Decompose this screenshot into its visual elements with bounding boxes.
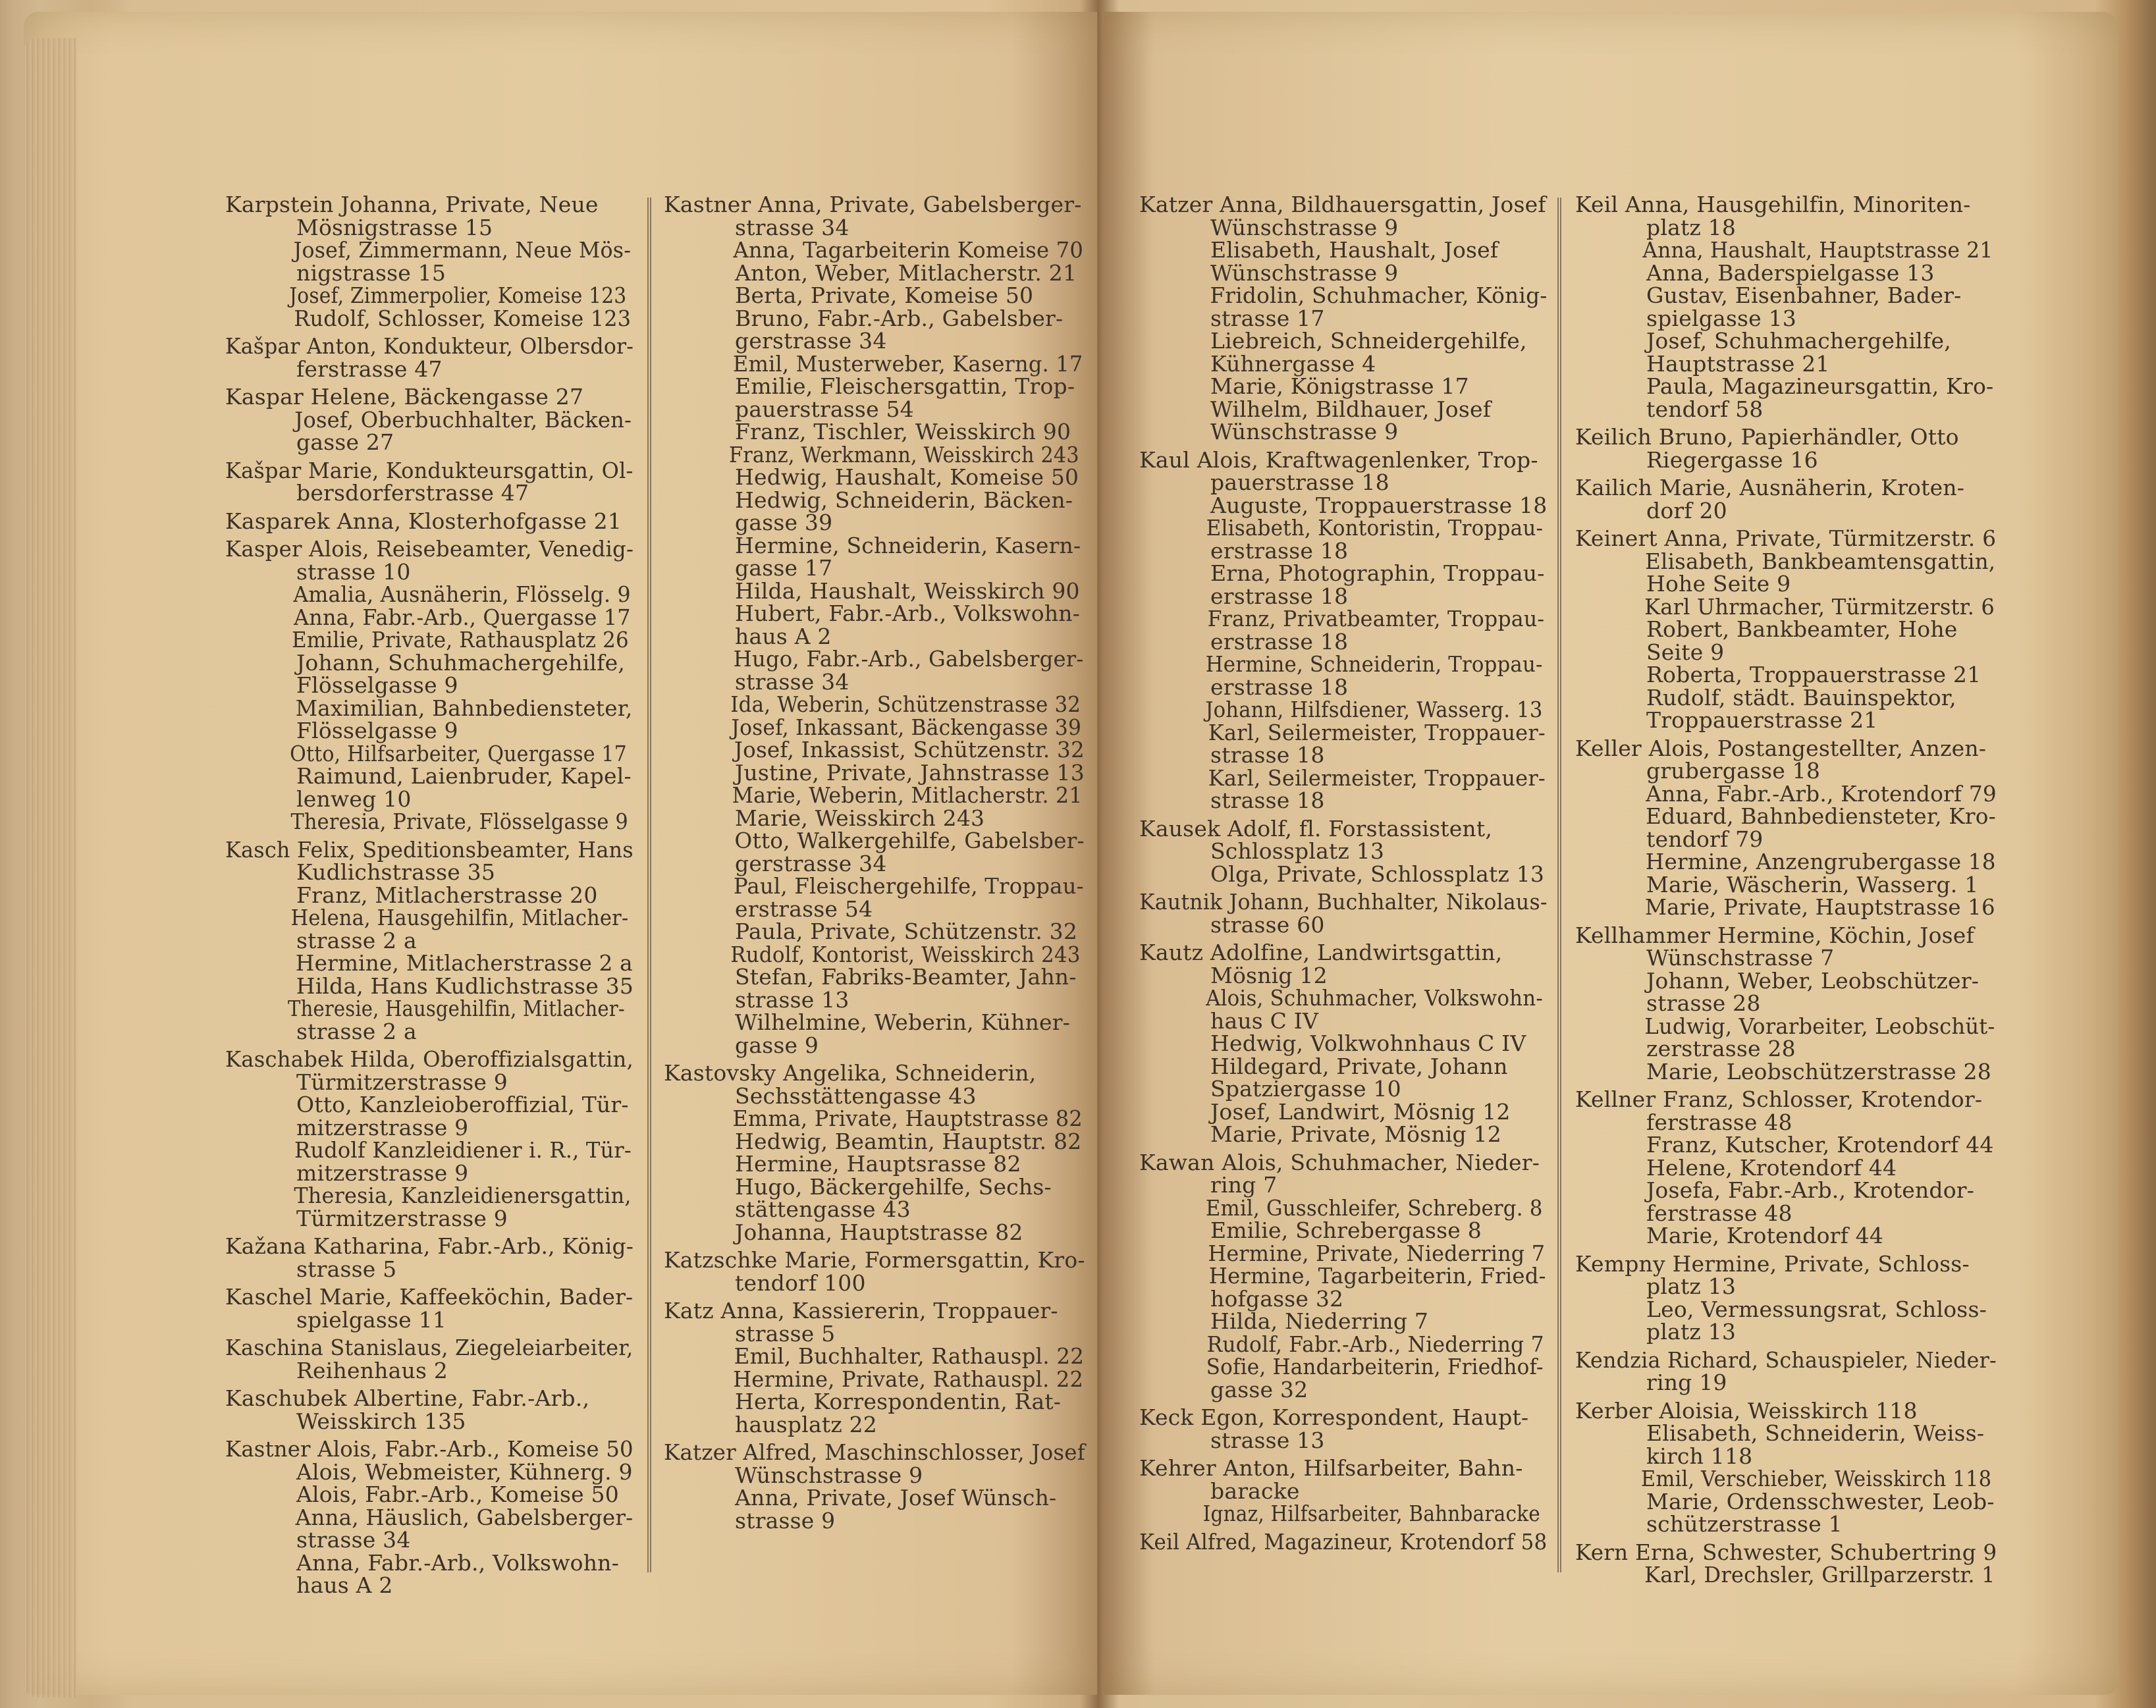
directory-entry-name: Kasper Alois, Reisebeamter, Venedig-: [225, 536, 634, 562]
directory-entry-continuation: Sechsstättengasse 43: [735, 1082, 977, 1109]
directory-entry-continuation: Anna, Baderspielgasse 13: [1646, 259, 1935, 286]
directory-entry-continuation: strasse 28: [1646, 990, 1761, 1016]
directory-entry-continuation: Hugo, Fabr.-Arb., Gabelsberger-: [733, 646, 1084, 672]
directory-entry-continuation: strasse 34: [735, 214, 849, 240]
directory-entry-continuation: Karl, Seilermeister, Troppauer-: [1208, 719, 1546, 745]
directory-entry-continuation: Anna, Haushalt, Hauptstrasse 21: [1642, 237, 1993, 263]
directory-entry-name: Kern Erna, Schwester, Schubertring 9: [1575, 1539, 1997, 1565]
directory-entry-name: Kawan Alois, Schuhmacher, Nieder-: [1139, 1149, 1540, 1175]
column-divider: [1557, 198, 1561, 1572]
directory-entry-continuation: tendorf 58: [1646, 396, 1764, 422]
directory-entry-continuation: Marie, Private, Hauptstrasse 16: [1644, 894, 1995, 920]
directory-entry-continuation: Franz, Kutscher, Krotendorf 44: [1646, 1132, 1994, 1158]
directory-entry-continuation: strasse 18: [1210, 787, 1325, 813]
directory-entry-continuation: Justine, Private, Jahnstrasse 13: [735, 759, 1085, 786]
directory-entry-continuation: Ignaz, Hilfsarbeiter, Bahnbaracke: [1202, 1501, 1540, 1526]
directory-entry-continuation: Franz, Mitlacherstrasse 20: [296, 882, 598, 908]
directory-entry-name: Kažana Katharina, Fabr.-Arb., König-: [225, 1233, 634, 1259]
directory-entry-continuation: Karl Uhrmacher, Türmitzerstr. 6: [1644, 593, 1995, 620]
directory-column-4: [1575, 194, 1997, 1587]
directory-entry-continuation: Wünschstrasse 9: [1210, 259, 1399, 286]
directory-entry-continuation: Alois, Fabr.-Arb., Komeise 50: [296, 1481, 619, 1507]
directory-entry-continuation: Paul, Fleischergehilfe, Troppau-: [733, 873, 1084, 899]
directory-entry-continuation: Josef, Oberbuchhalter, Bäcken-: [294, 406, 632, 433]
directory-entry-continuation: Wünschstrasse 9: [1210, 419, 1399, 444]
directory-entry-name: Keller Alois, Postangestellter, Anzen-: [1575, 735, 1987, 761]
directory-entry-continuation: Anton, Weber, Mitlacherstr. 21: [735, 259, 1077, 286]
directory-entry-continuation: Bruno, Fabr.-Arb., Gabelsber-: [735, 305, 1064, 331]
directory-entry-continuation: haus C IV: [1210, 1007, 1319, 1034]
directory-entry-name: Keck Egon, Korrespondent, Haupt-: [1139, 1404, 1529, 1430]
directory-entry-name: Kaschel Marie, Kaffeeköchin, Bader-: [225, 1284, 633, 1310]
directory-entry-continuation: Elisabeth, Haushalt, Josef: [1210, 237, 1499, 263]
directory-entry-continuation: Marie, Weberin, Mitlacherstr. 21: [732, 782, 1083, 808]
directory-entry-continuation: strasse 17: [1210, 305, 1325, 331]
directory-entry-continuation: Wilhelm, Bildhauer, Josef: [1210, 396, 1492, 422]
directory-entry-name: Keil Anna, Hausgehilfin, Minoriten-: [1575, 192, 1971, 217]
directory-entry-continuation: Josefa, Fabr.-Arb., Krotendor-: [1646, 1177, 1975, 1203]
directory-entry-continuation: grubergasse 18: [1646, 758, 1821, 784]
directory-entry-continuation: gasse 27: [296, 429, 394, 455]
directory-entry-continuation: Hermine, Anzengrubergasse 18: [1645, 849, 1996, 874]
directory-entry-continuation: Anna, Tagarbeiterin Komeise 70: [733, 237, 1084, 263]
directory-entry-continuation: Franz, Privatbeamter, Troppau-: [1207, 606, 1545, 631]
directory-entry-continuation: Josef, Inkassist, Schützenstr. 32: [734, 737, 1085, 762]
directory-entry-continuation: strasse 10: [296, 558, 411, 585]
directory-entry-continuation: strasse 2 a: [296, 927, 417, 953]
directory-entry-continuation: Hilda, Niederring 7: [1210, 1308, 1429, 1334]
directory-entry-continuation: Marie, Private, Mösnig 12: [1210, 1121, 1501, 1147]
directory-entry-continuation: Johann, Hilfsdiener, Wasserg. 13: [1205, 697, 1543, 722]
directory-entry-continuation: pauerstrasse 54: [735, 396, 914, 422]
directory-entry-continuation: Franz, Tischler, Weisskirch 90: [735, 419, 1071, 444]
directory-entry-name: Kendzia Richard, Schauspieler, Nieder-: [1575, 1347, 1997, 1373]
directory-entry-continuation: Hilda, Hans Kudlichstrasse 35: [296, 973, 634, 999]
directory-entry-continuation: Theresia, Private, Flösselgasse 9: [290, 809, 628, 834]
directory-entry-continuation: Robert, Bankbeamter, Hohe: [1646, 616, 1958, 642]
directory-entry-continuation: haus A 2: [735, 623, 832, 649]
directory-entry-continuation: Türmitzerstrasse 9: [296, 1069, 508, 1095]
directory-entry-continuation: Theresia, Kanzleidienersgattin,: [294, 1183, 632, 1208]
directory-entry-name: Keil Alfred, Magazineur, Krotendorf 58: [1139, 1528, 1548, 1555]
directory-entry-continuation: Olga, Private, Schlossplatz 13: [1210, 861, 1545, 887]
directory-entry-continuation: stättengasse 43: [735, 1196, 911, 1222]
directory-entry-continuation: Hedwig, Volkwohnhaus C IV: [1210, 1030, 1526, 1056]
directory-entry-name: Kausek Adolf, fl. Forstassistent,: [1139, 815, 1493, 841]
directory-entry-continuation: Eduard, Bahnbediensteter, Kro-: [1646, 803, 1996, 829]
directory-entry-continuation: Hubert, Fabr.-Arb., Volkswohn-: [735, 600, 1081, 626]
directory-entry-continuation: gasse 39: [735, 510, 833, 535]
directory-entry-continuation: Hedwig, Haushalt, Komeise 50: [735, 464, 1079, 490]
directory-entry-continuation: Karl, Seilermeister, Troppauer-: [1208, 764, 1546, 791]
directory-entry-continuation: Helena, Hausgehilfin, Mitlacher-: [290, 905, 629, 930]
directory-entry-continuation: Marie, Weisskirch 243: [735, 805, 985, 831]
directory-entry-continuation: Josef, Inkassant, Bäckengasse 39: [731, 714, 1082, 740]
directory-entry-continuation: Emilie, Private, Rathausplatz 26: [292, 627, 629, 653]
directory-entry-continuation: Mösnigstrasse 15: [296, 214, 493, 240]
directory-entry-continuation: Hildegard, Private, Johann: [1210, 1053, 1508, 1079]
directory-entry-continuation: Rudolf, Schlosser, Komeise 123: [294, 305, 632, 331]
directory-entry-name: Kaul Alois, Kraftwagenlenker, Trop-: [1139, 446, 1538, 473]
directory-entry-continuation: Anna, Private, Josef Wünsch-: [735, 1485, 1057, 1510]
directory-entry-continuation: bersdorferstrasse 47: [296, 480, 529, 506]
directory-entry-continuation: Gustav, Eisenbahner, Bader-: [1646, 282, 1962, 308]
directory-entry-continuation: Hedwig, Beamtin, Hauptstr. 82: [735, 1128, 1082, 1154]
directory-entry-continuation: Marie, Königstrasse 17: [1210, 373, 1469, 399]
directory-entry-name: Karpstein Johanna, Private, Neue: [225, 192, 599, 217]
directory-entry-continuation: erstrasse 18: [1210, 628, 1349, 654]
directory-entry-continuation: tendorf 79: [1646, 826, 1764, 852]
directory-entry-continuation: Hauptstrasse 21: [1646, 350, 1830, 377]
directory-entry-continuation: Kühnergasse 4: [1210, 350, 1376, 377]
directory-entry-continuation: strasse 13: [1210, 1427, 1325, 1453]
directory-entry-continuation: baracke: [1210, 1478, 1300, 1504]
directory-entry-continuation: Rudolf, Fabr.-Arb., Niederring 7: [1206, 1331, 1544, 1357]
directory-entry-continuation: Weisskirch 135: [296, 1408, 466, 1434]
directory-entry-continuation: Anna, Fabr.-Arb., Quergasse 17: [294, 604, 631, 630]
directory-entry-continuation: hofgasse 32: [1210, 1285, 1344, 1312]
directory-entry-continuation: Josef, Zimmerpolier, Komeise 123: [289, 282, 627, 308]
directory-entry-continuation: Elisabeth, Schneiderin, Weiss-: [1646, 1420, 1985, 1446]
directory-entry-continuation: Türmitzerstrasse 9: [296, 1205, 508, 1231]
directory-entry-continuation: lenweg 10: [296, 786, 412, 812]
directory-entry-continuation: erstrasse 18: [1210, 537, 1349, 564]
directory-entry-continuation: pauerstrasse 18: [1210, 469, 1389, 495]
directory-entry-name: Kasch Felix, Speditionsbeamter, Hans: [225, 836, 633, 863]
directory-entry-continuation: Emil, Verschieber, Weisskirch 118: [1640, 1466, 1992, 1491]
directory-entry-name: Kerber Aloisia, Weisskirch 118: [1575, 1397, 1918, 1424]
directory-entry-continuation: Anna, Fabr.-Arb., Krotendorf 79: [1646, 780, 1997, 807]
directory-entry-continuation: strasse 13: [735, 986, 849, 1013]
directory-entry-continuation: erstrasse 18: [1210, 674, 1349, 700]
directory-entry-continuation: Auguste, Troppauerstrasse 18: [1210, 492, 1548, 518]
directory-entry-continuation: strasse 9: [735, 1507, 836, 1534]
directory-entry-continuation: Rudolf, Kontorist, Weisskirch 243: [730, 941, 1081, 967]
directory-entry-name: Katzer Alfred, Maschinschlosser, Josef: [664, 1439, 1085, 1465]
directory-entry-continuation: Spatziergasse 10: [1210, 1076, 1401, 1102]
directory-entry-continuation: Berta, Private, Komeise 50: [735, 282, 1034, 308]
directory-entry-continuation: mitzerstrasse 9: [296, 1160, 469, 1186]
directory-entry-name: Keinert Anna, Private, Türmitzerstr. 6: [1575, 525, 1997, 551]
directory-entry-continuation: Fridolin, Schuhmacher, König-: [1210, 282, 1548, 308]
directory-entry-continuation: ferstrasse 48: [1646, 1109, 1792, 1135]
directory-entry-name: Kasparek Anna, Klosterhofgasse 21: [225, 508, 622, 534]
directory-entry-continuation: Hermine, Hauptsrasse 82: [735, 1151, 1021, 1177]
directory-entry-continuation: strasse 34: [735, 668, 849, 695]
directory-entry-continuation: Roberta, Troppauerstrasse 21: [1646, 662, 1981, 687]
directory-entry-continuation: hausplatz 22: [735, 1411, 877, 1437]
directory-entry-name: Katz Anna, Kassiererin, Troppauer-: [664, 1298, 1058, 1323]
directory-entry-continuation: Anna, Fabr.-Arb., Volkswohn-: [296, 1549, 619, 1576]
directory-entry-continuation: Josef, Landwirt, Mösnig 12: [1210, 1098, 1511, 1125]
directory-entry-continuation: Maximilian, Bahnbediensteter,: [295, 695, 633, 721]
directory-entry-continuation: Erna, Photographin, Troppau-: [1210, 560, 1545, 586]
directory-entry-continuation: Emil, Buchhalter, Rathauspl. 22: [734, 1343, 1085, 1369]
directory-entry-continuation: Herta, Korrespondentin, Rat-: [735, 1389, 1062, 1414]
directory-entry-continuation: strasse 18: [1210, 742, 1325, 768]
directory-entry-continuation: tendorf 100: [735, 1269, 866, 1296]
directory-entry-continuation: Franz, Werkmann, Weisskirch 243: [729, 441, 1079, 467]
directory-entry-continuation: Marie, Wäscherin, Wasserg. 1: [1646, 871, 1979, 897]
directory-entry-continuation: strasse 5: [296, 1256, 397, 1282]
directory-entry-continuation: Emil, Musterweber, Kaserng. 17: [732, 350, 1083, 377]
directory-entry-continuation: Theresie, Hausgehilfin, Mitlacher-: [288, 996, 625, 1021]
directory-entry-continuation: Josef, Schuhmachergehilfe,: [1646, 328, 1951, 354]
directory-entry-continuation: Marie, Leobschützerstrasse 28: [1646, 1058, 1991, 1084]
directory-entry-name: Katzer Anna, Bildhauersgattin, Josef: [1139, 192, 1546, 217]
directory-entry-continuation: Hedwig, Schneiderin, Bäcken-: [735, 487, 1073, 513]
directory-entry-continuation: Otto, Walkergehilfe, Gabelsber-: [734, 828, 1085, 853]
directory-entry-continuation: Hugo, Bäckergehilfe, Sechs-: [735, 1173, 1052, 1200]
directory-entry-name: Kastovsky Angelika, Schneiderin,: [664, 1060, 1037, 1086]
directory-entry-name: Kehrer Anton, Hilfsarbeiter, Bahn-: [1139, 1455, 1523, 1481]
directory-entry-continuation: Stefan, Fabriks-Beamter, Jahn-: [735, 964, 1077, 990]
directory-entry-continuation: gerstrasse 34: [735, 328, 887, 354]
directory-entry-continuation: Otto, Hilfsarbeiter, Quergasse 17: [290, 740, 627, 766]
directory-entry-continuation: Ludwig, Vorarbeiter, Leobschüt-: [1644, 1013, 1995, 1039]
directory-entry-name: Keilich Bruno, Papierhändler, Otto: [1575, 424, 1959, 450]
directory-entry-continuation: Leo, Vermessungsrat, Schloss-: [1646, 1296, 1987, 1322]
directory-entry-name: Kaschubek Albertine, Fabr.-Arb.,: [225, 1385, 590, 1411]
directory-entry-continuation: Liebreich, Schneidergehilfe,: [1210, 328, 1527, 354]
directory-entry-continuation: Troppauerstrasse 21: [1646, 707, 1878, 733]
directory-entry-name: Kaschabek Hilda, Oberoffizialsgattin,: [225, 1046, 633, 1072]
directory-entry-continuation: strasse 2 a: [296, 1018, 417, 1044]
directory-entry-name: Kašpar Marie, Kondukteursgattin, Ol-: [225, 457, 633, 483]
directory-entry-continuation: gasse 17: [735, 555, 833, 581]
directory-entry-name: Kastner Alois, Fabr.-Arb., Komeise 50: [225, 1436, 633, 1462]
directory-entry-continuation: Hermine, Tagarbeiterin, Fried-: [1208, 1263, 1546, 1289]
directory-entry-continuation: ferstrasse 48: [1646, 1200, 1792, 1226]
directory-entry-continuation: Flösselgasse 9: [296, 718, 458, 743]
directory-entry-continuation: erstrasse 54: [735, 895, 873, 922]
directory-entry-continuation: Elisabeth, Kontoristin, Troppau-: [1206, 515, 1544, 541]
directory-entry-continuation: Rudolf Kanzleidiener i. R., Tür-: [294, 1137, 632, 1163]
directory-entry-continuation: erstrasse 18: [1210, 583, 1349, 609]
directory-entry-continuation: Flösselgasse 9: [296, 672, 458, 698]
directory-entry-name: Kellhammer Hermine, Köchin, Josef: [1575, 922, 1974, 948]
directory-entry-continuation: Mösnig 12: [1210, 962, 1328, 988]
directory-entry-continuation: Sofie, Handarbeiterin, Friedhof-: [1206, 1354, 1544, 1379]
directory-entry-continuation: Kudlichstrasse 35: [296, 859, 496, 885]
directory-entry-continuation: zerstrasse 28: [1646, 1036, 1796, 1061]
directory-entry-continuation: nigstrasse 15: [296, 259, 446, 286]
directory-entry-continuation: Helene, Krotendorf 44: [1646, 1154, 1897, 1181]
directory-entry-continuation: Josef, Zimmermann, Neue Mös-: [293, 237, 632, 263]
directory-entry-continuation: Amalia, Ausnäherin, Flösselg. 9: [293, 581, 631, 607]
directory-column-3: [1139, 194, 1548, 1553]
directory-entry-continuation: Emil, Gusschleifer, Schreberg. 8: [1205, 1194, 1543, 1221]
directory-entry-continuation: ring 7: [1210, 1172, 1278, 1198]
directory-entry-continuation: Hilda, Haushalt, Weisskirch 90: [735, 577, 1080, 604]
directory-entry-continuation: Marie, Ordensschwester, Leob-: [1646, 1488, 1995, 1514]
directory-entry-continuation: gasse 9: [735, 1032, 819, 1058]
directory-entry-continuation: platz 18: [1646, 214, 1737, 240]
directory-entry-continuation: Rudolf, städt. Bauinspektor,: [1646, 684, 1956, 710]
directory-entry-continuation: Elisabeth, Bankbeamtensgattin,: [1645, 548, 1996, 574]
directory-entry-continuation: Johanna, Hauptstrasse 82: [735, 1219, 1023, 1245]
directory-entry-name: Kaschina Stanislaus, Ziegeleiarbeiter,: [225, 1335, 633, 1360]
directory-entry-continuation: Johann, Weber, Leobschützer-: [1646, 967, 1980, 994]
directory-entry-continuation: Hermine, Private, Niederring 7: [1208, 1240, 1546, 1266]
directory-entry-continuation: Paula, Private, Schützenstr. 32: [735, 919, 1078, 944]
directory-entry-continuation: Johann, Schuhmachergehilfe,: [296, 649, 626, 676]
directory-entry-name: Kaspar Helene, Bäckengasse 27: [225, 384, 584, 410]
directory-entry-name: Kempny Hermine, Private, Schloss-: [1575, 1250, 1970, 1277]
directory-entry-continuation: haus A 2: [296, 1572, 393, 1598]
directory-entry-continuation: Hermine, Schneiderin, Kasern-: [735, 532, 1081, 558]
directory-entry-continuation: Hermine, Schneiderin, Troppau-: [1205, 651, 1543, 677]
directory-entry-continuation: Alois, Webmeister, Kühnerg. 9: [296, 1458, 633, 1485]
directory-entry-continuation: strasse 5: [735, 1320, 836, 1347]
directory-entry-continuation: ferstrasse 47: [296, 356, 443, 382]
directory-entry-continuation: dorf 20: [1646, 497, 1727, 523]
directory-entry-name: Kellner Franz, Schlosser, Krotendor-: [1575, 1086, 1983, 1112]
directory-entry-continuation: Riegergasse 16: [1646, 446, 1818, 473]
directory-entry-continuation: Emilie, Schrebergasse 8: [1210, 1217, 1482, 1243]
directory-entry-continuation: Otto, Kanzleioberoffizial, Tür-: [296, 1092, 629, 1117]
directory-entry-continuation: Wünschstrasse 7: [1646, 945, 1835, 971]
directory-entry-continuation: schützerstrasse 1: [1646, 1511, 1843, 1537]
directory-entry-name: Katzschke Marie, Formersgattin, Kro-: [664, 1247, 1085, 1273]
directory-entry-continuation: Wünschstrasse 9: [735, 1462, 923, 1488]
directory-entry-continuation: strasse 34: [296, 1527, 411, 1553]
directory-entry-continuation: Reihenhaus 2: [296, 1357, 448, 1383]
directory-entry-continuation: Emilie, Fleischersgattin, Trop-: [735, 373, 1075, 399]
directory-entry-name: Kautz Adolfine, Landwirtsgattin,: [1139, 940, 1503, 965]
directory-entry-continuation: platz 13: [1646, 1319, 1737, 1345]
directory-entry-continuation: Schlossplatz 13: [1210, 838, 1385, 864]
directory-entry-continuation: gasse 32: [1210, 1376, 1308, 1402]
directory-entry-continuation: Emma, Private, Hauptstrasse 82: [732, 1106, 1083, 1131]
directory-entry-continuation: strasse 60: [1210, 911, 1325, 938]
directory-entry-continuation: Hermine, Mitlacherstrasse 2 a: [295, 950, 633, 976]
directory-entry-name: Kautnik Johann, Buchhalter, Nikolaus-: [1139, 889, 1548, 915]
column-divider: [647, 198, 651, 1572]
directory-entry-continuation: Paula, Magazineursgattin, Kro-: [1646, 373, 1994, 399]
directory-entry-continuation: Hohe Seite 9: [1646, 571, 1791, 597]
directory-entry-continuation: mitzerstrasse 9: [296, 1114, 469, 1140]
directory-entry-name: Kastner Anna, Private, Gabelsberger-: [664, 192, 1082, 217]
directory-entry-continuation: Ida, Weberin, Schützenstrasse 32: [730, 691, 1081, 717]
directory-entry-continuation: Anna, Häuslich, Gabelsberger-: [295, 1504, 633, 1530]
directory-entry-continuation: kirch 118: [1646, 1443, 1753, 1469]
directory-entry-continuation: Marie, Krotendorf 44: [1646, 1223, 1884, 1248]
directory-entry-continuation: Wünschstrasse 9: [1210, 214, 1399, 240]
directory-entry-continuation: spielgasse 11: [296, 1306, 446, 1333]
directory-entry-continuation: Karl, Drechsler, Grillparzerstr. 1: [1644, 1562, 1995, 1588]
directory-entry-continuation: Hermine, Private, Rathauspl. 22: [733, 1366, 1084, 1392]
directory-entry-continuation: Alois, Schuhmacher, Volkswohn-: [1206, 985, 1543, 1011]
directory-entry-continuation: platz 13: [1646, 1273, 1737, 1299]
directory-entry-continuation: Raimund, Laienbruder, Kapel-: [296, 763, 632, 789]
directory-entry-name: Kašpar Anton, Kondukteur, Olbersdor-: [225, 333, 634, 359]
directory-column-2: [664, 194, 1085, 1532]
directory-entry-continuation: spielgasse 13: [1646, 305, 1796, 331]
directory-entry-continuation: ring 19: [1646, 1370, 1727, 1395]
directory-entry-continuation: Wilhelmine, Weberin, Kühner-: [735, 1009, 1071, 1035]
directory-entry-continuation: Seite 9: [1646, 639, 1725, 665]
page-edge: [24, 38, 76, 1697]
directory-entry-name: Kailich Marie, Ausnäherin, Kroten-: [1575, 475, 1965, 500]
directory-entry-continuation: gerstrasse 34: [735, 850, 887, 876]
directory-column-1: [225, 194, 633, 1597]
